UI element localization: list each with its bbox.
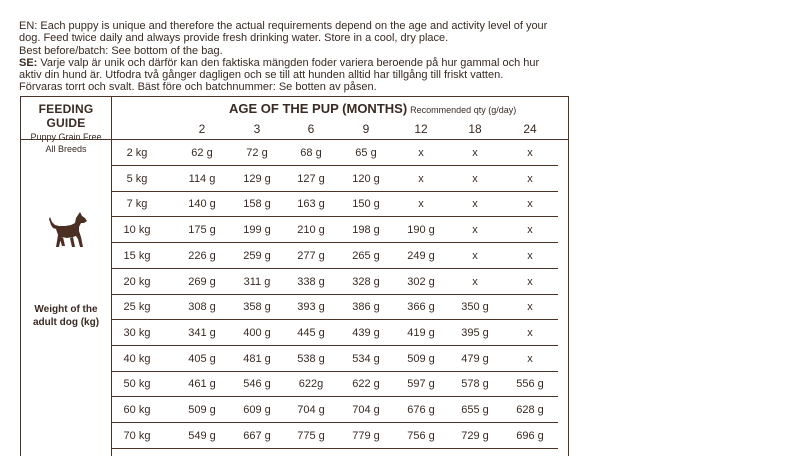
instructions-se-line (19, 57, 579, 69)
month-header: 12 (414, 122, 428, 136)
table-subtitle: Puppy Grain Free (30, 132, 102, 142)
table-title: FEEDING GUIDE (38, 102, 94, 130)
quantity-cell: 534 g (352, 352, 380, 365)
quantity-cell: 366 g (407, 301, 435, 314)
quantity-cell: x (527, 301, 533, 314)
table-row (112, 141, 558, 166)
quantity-cell: 190 g (407, 224, 435, 237)
quantity-cell: 556 g (516, 378, 544, 391)
table-row (112, 372, 558, 397)
quantity-cell: 338 g (297, 275, 325, 288)
weight-cell: 60 kg (123, 404, 151, 416)
quantity-cell: 696 g (516, 429, 544, 442)
table-header-left (21, 97, 111, 154)
quantity-cell: x (527, 326, 533, 339)
se-label: SE: (19, 56, 38, 69)
quantity-cell: 479 g (461, 352, 489, 365)
month-header: 6 (307, 122, 315, 136)
quantity-cell: 538 g (297, 352, 325, 365)
quantity-cell: 127 g (297, 172, 325, 185)
quantity-cell: 549 g (188, 429, 216, 442)
weight-cell: 30 kg (123, 326, 151, 339)
quantity-cell: 308 g (188, 301, 216, 314)
quantity-cell: 65 g (355, 147, 377, 159)
quantity-cell: 622 g (352, 378, 380, 391)
quantity-cell: x (472, 275, 478, 288)
table-row (112, 295, 558, 320)
quantity-cell: 395 g (461, 326, 489, 339)
weight-cell: 70 kg (123, 429, 151, 442)
quantity-cell: x (527, 198, 533, 211)
quantity-cell: 199 g (243, 224, 271, 237)
table-row (112, 167, 558, 192)
quantity-cell: 779 g (352, 429, 380, 442)
quantity-cell: 277 g (297, 249, 325, 262)
quantity-cell: 114 g (188, 172, 216, 185)
quantity-cell: 350 g (461, 301, 489, 314)
quantity-cell: x (472, 172, 478, 185)
quantity-cell: 509 g (188, 404, 216, 416)
quantity-cell: 578 g (461, 378, 489, 391)
quantity-cell: 259 g (243, 249, 271, 262)
weight-cell: 20 kg (123, 275, 151, 288)
month-header: 24 (523, 122, 537, 136)
se-text: Varje valp är unik och därför kan den faktiska mängden foder variera beroende på hur gammal och hur (37, 56, 540, 69)
quantity-cell: 62 g (191, 147, 213, 159)
weight-cell: 10 kg (123, 224, 151, 237)
feeding-guide-table (20, 96, 569, 456)
quantity-cell: 358 g (243, 301, 271, 314)
quantity-cell: x (527, 249, 533, 262)
quantity-cell: x (472, 249, 478, 262)
quantity-cell: 72 g (246, 147, 268, 159)
quantity-cell: 481 g (243, 352, 271, 365)
quantity-cell: 622g (298, 378, 324, 391)
quantity-cell: x (418, 147, 424, 159)
quantity-cell: x (418, 198, 424, 211)
month-header: 2 (198, 122, 206, 136)
weight-label-line: Weight of the (34, 304, 98, 315)
month-header: 18 (468, 122, 482, 136)
quantity-cell: 311 g (243, 275, 271, 288)
quantity-cell: x (472, 198, 478, 211)
quantity-cell: x (527, 147, 533, 159)
quantity-cell: 546 g (243, 378, 271, 391)
quantity-cell: x (472, 147, 478, 159)
quantity-cell: 328 g (352, 275, 380, 288)
quantity-cell: 667 g (243, 429, 271, 442)
quantity-cell: 265 g (352, 249, 380, 262)
quantity-cell: 756 g (407, 429, 435, 442)
quantity-cell: 163 g (297, 198, 325, 211)
quantity-cell: 386 g (352, 301, 380, 314)
quantity-cell: x (472, 224, 478, 237)
table-row (112, 192, 558, 217)
quantity-cell: 704 g (352, 404, 380, 416)
age-header (229, 101, 516, 116)
quantity-cell: 439 g (352, 326, 380, 339)
quantity-cell: 210 g (297, 224, 325, 237)
quantity-cell: 609 g (243, 404, 271, 416)
header-divider (21, 139, 568, 140)
weight-cell: 15 kg (123, 249, 151, 262)
quantity-cell: x (418, 172, 424, 185)
quantity-cell: 150 g (352, 198, 380, 211)
quantity-cell: 729 g (461, 429, 489, 442)
quantity-cell: 461 g (188, 378, 216, 391)
quantity-cell: 704 g (297, 404, 325, 416)
weight-cell: 7 kg (126, 198, 148, 211)
weight-cell: 40 kg (123, 352, 151, 365)
instructions-se-line: aktiv din hund är. Utfodra två gånger dagligen och se till att hunden alltid har tillgång till friskt vatten. (19, 69, 504, 82)
quantity-cell: 509 g (407, 352, 435, 365)
weight-label (21, 303, 111, 329)
table-row (112, 424, 558, 449)
table-row (112, 218, 558, 243)
quantity-cell: 302 g (407, 275, 435, 288)
quantity-cell: 445 g (297, 326, 325, 339)
quantity-cell: x (527, 352, 533, 365)
quantity-cell: 628 g (516, 404, 544, 416)
instructions-en-line: Best before/batch: See bottom of the bag. (19, 44, 223, 57)
table-subtitle: All Breeds (45, 144, 87, 154)
quantity-cell: 597 g (407, 378, 435, 391)
quantity-cell: 249 g (407, 249, 435, 262)
quantity-cell: 676 g (407, 404, 435, 416)
weight-cell: 50 kg (123, 378, 151, 391)
weight-label-line: adult dog (kg) (32, 317, 100, 328)
dog-silhouette-icon (45, 211, 89, 251)
instructions-en-line: dog. Feed twice daily and always provide fresh drinking water. Store in a cool, dry place. (19, 32, 449, 45)
table-row (112, 244, 558, 269)
month-header: 9 (362, 122, 370, 136)
quantity-cell: 120 g (352, 172, 380, 185)
recommended-qty-label: Recommended qty (g/day) (410, 105, 517, 115)
quantity-cell: 269 g (188, 275, 216, 288)
instructions-en-line: EN: Each puppy is unique and therefore the actual requirements depend on the age and activity level of your (19, 20, 548, 32)
quantity-cell: 400 g (243, 326, 271, 339)
quantity-cell: 198 g (352, 224, 380, 237)
quantity-cell: x (527, 172, 533, 185)
quantity-cell: 129 g (243, 172, 271, 185)
age-header-label: AGE OF THE PUP (MONTHS) (229, 101, 408, 116)
quantity-cell: 140 g (188, 198, 216, 211)
table-row (112, 270, 558, 295)
quantity-cell: 226 g (188, 249, 216, 262)
instructions (19, 20, 579, 94)
table-row (112, 347, 558, 372)
quantity-cell: 775 g (297, 429, 325, 442)
quantity-cell: 405 g (188, 352, 216, 365)
weight-cell: 25 kg (123, 301, 151, 314)
quantity-cell: 175 g (188, 224, 216, 237)
table-row (112, 398, 558, 423)
quantity-cell: x (527, 275, 533, 288)
quantity-cell: 341 g (188, 326, 216, 339)
quantity-cell: 655 g (461, 404, 489, 416)
quantity-cell: 68 g (300, 147, 322, 159)
quantity-cell: 158 g (243, 198, 271, 211)
quantity-cell: 419 g (407, 326, 435, 339)
month-header: 3 (253, 122, 261, 136)
quantity-cell: 393 g (297, 301, 325, 314)
table-row (112, 321, 558, 346)
weight-cell: 2 kg (126, 147, 148, 159)
weight-cell: 5 kg (126, 172, 148, 185)
quantity-cell: x (527, 224, 533, 237)
instructions-se-line: Förvaras torrt och svalt. Bäst före och batchnummer: Se botten av påsen. (19, 81, 377, 94)
